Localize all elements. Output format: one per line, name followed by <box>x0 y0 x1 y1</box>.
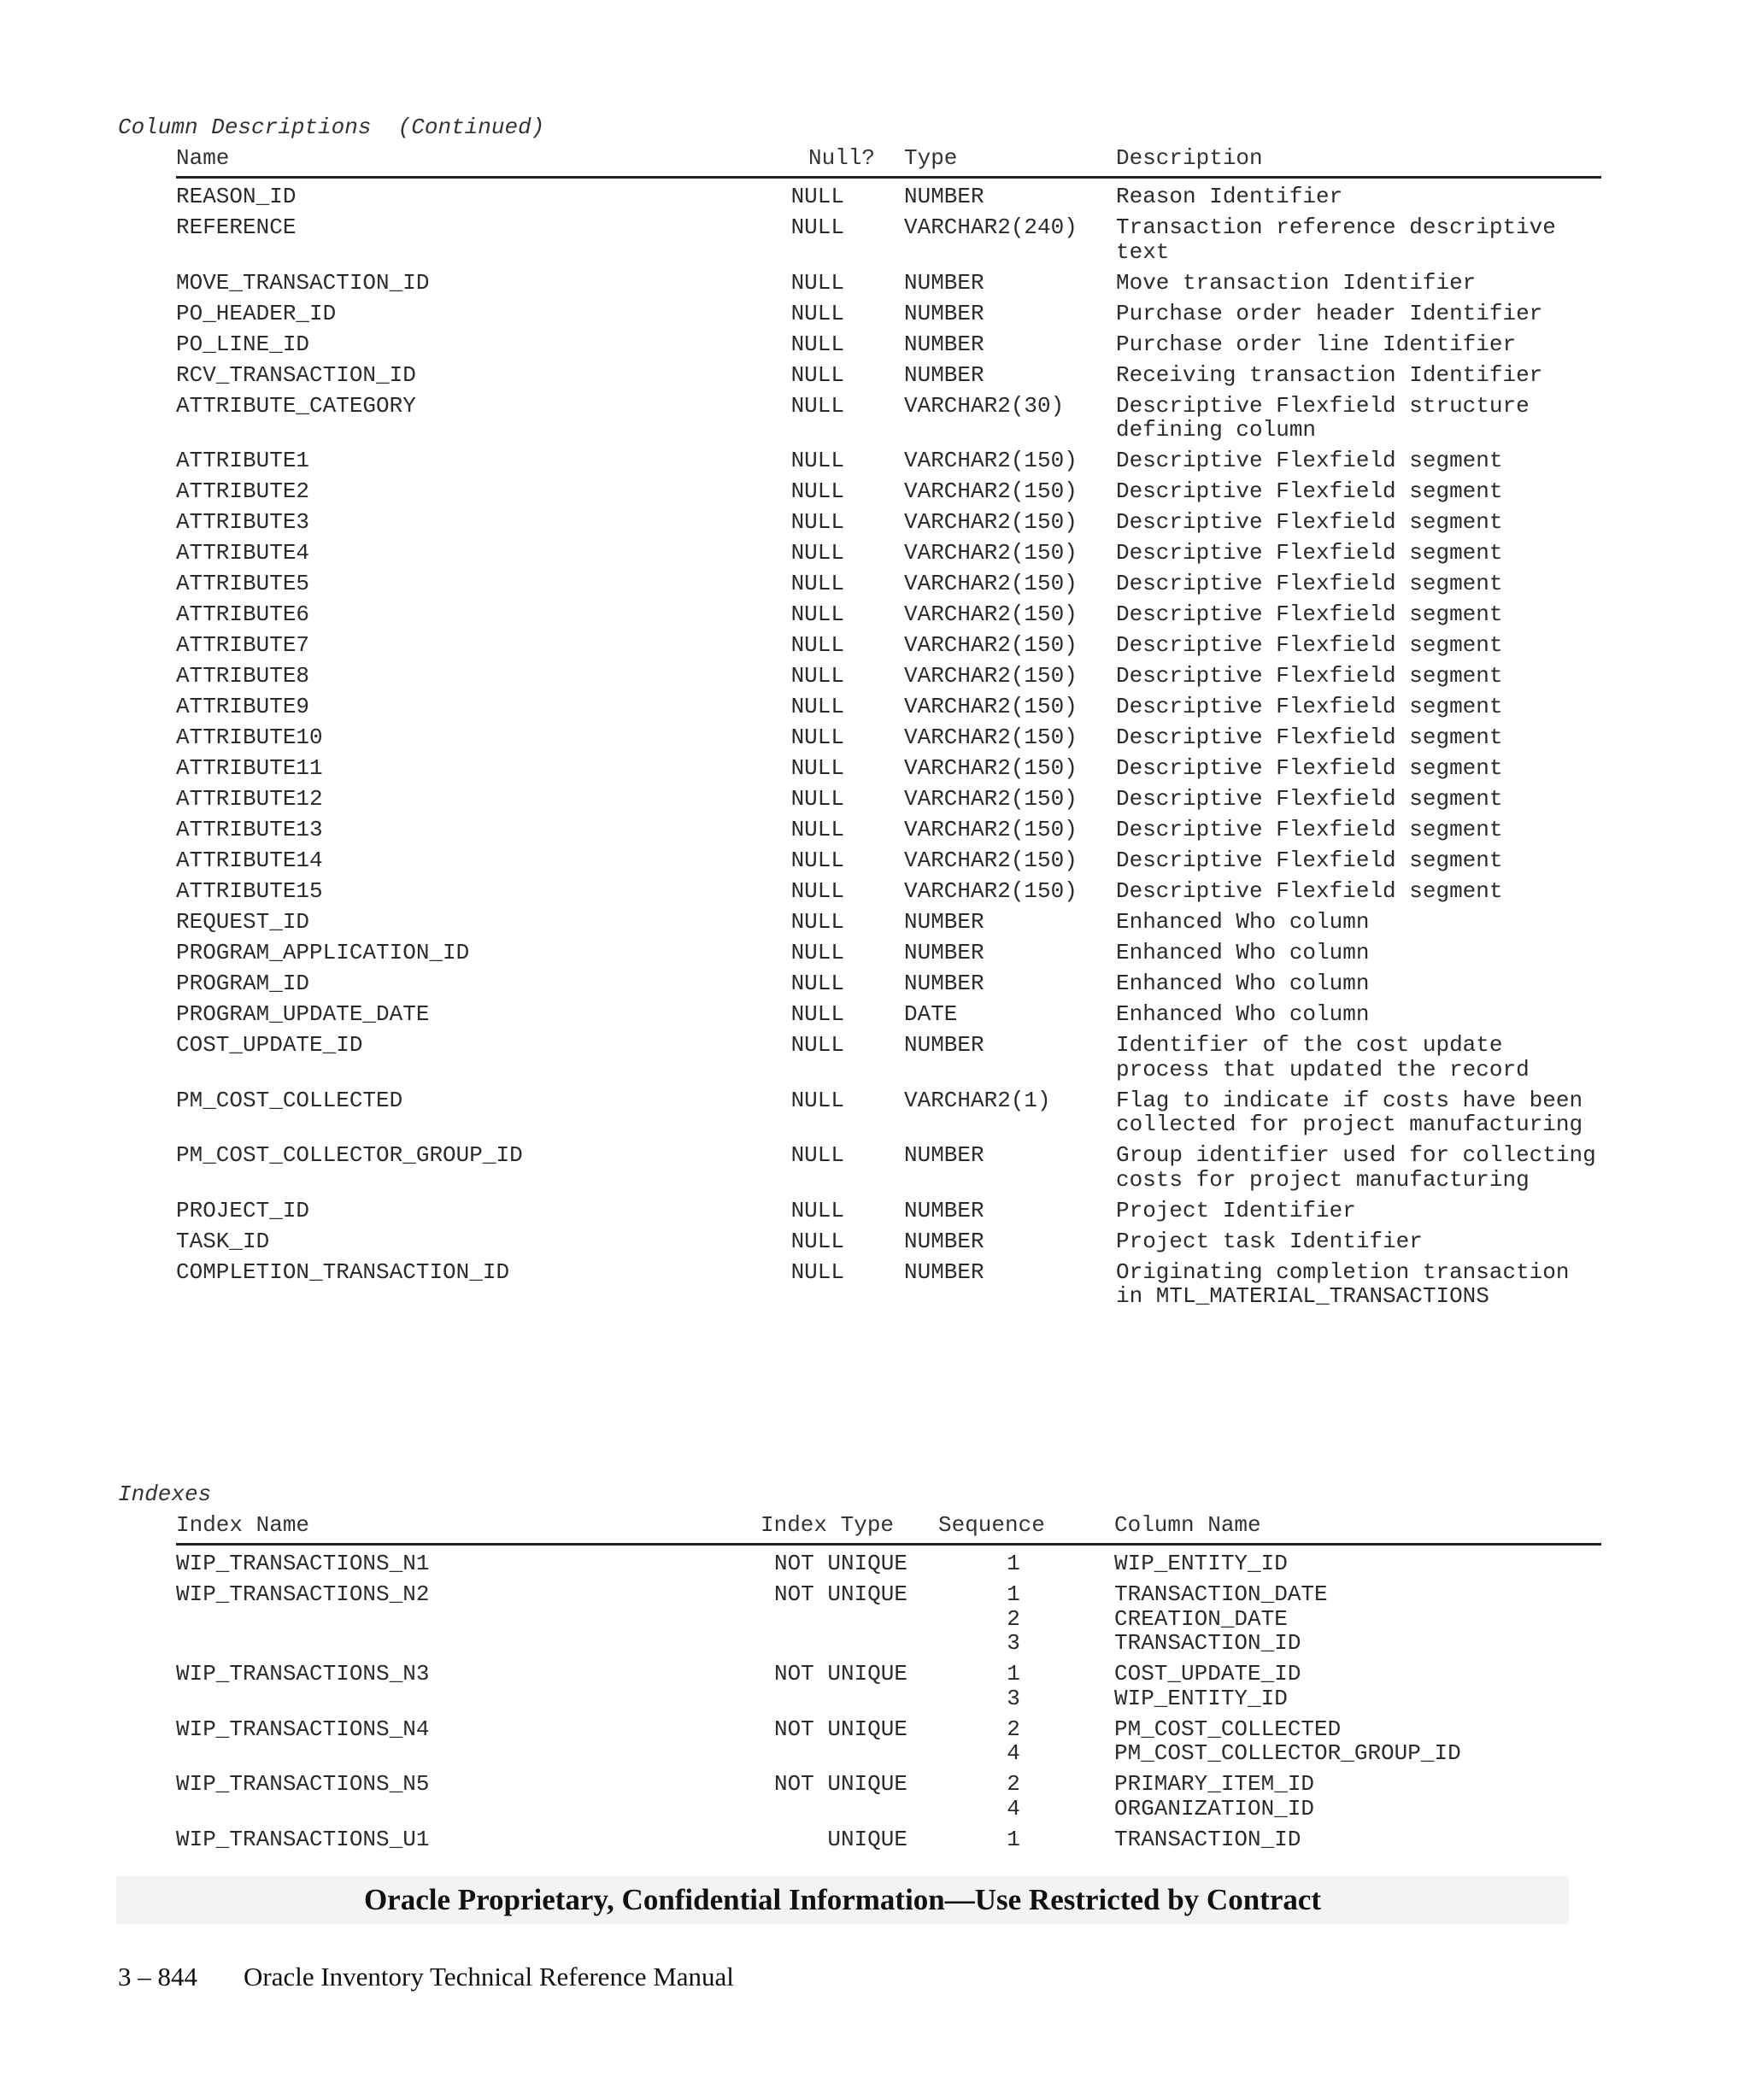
index-sequence-list <box>988 1662 1039 1710</box>
column-null: NULL <box>790 1001 844 1027</box>
column-description: Enhanced Who column <box>1116 909 1370 935</box>
table-row <box>176 363 1601 394</box>
table-row <box>176 1002 1601 1033</box>
index-sequence: 1 <box>1007 1581 1020 1607</box>
column-description: Enhanced Who column <box>1116 971 1370 996</box>
table-row <box>176 848 1601 879</box>
index-column-list <box>1114 1552 1601 1576</box>
index-column-list <box>1114 1827 1601 1852</box>
column-null: NULL <box>790 632 844 658</box>
table-row <box>176 787 1601 818</box>
column-null: NULL <box>790 331 844 357</box>
index-sequence: 4 <box>1007 1740 1020 1766</box>
column-type: NUMBER <box>904 361 984 388</box>
column-description: Descriptive Flexfield segment <box>1116 571 1503 596</box>
index-column-list <box>1114 1717 1601 1766</box>
column-name: PROJECT_ID <box>176 1197 310 1223</box>
table-row <box>176 756 1601 787</box>
column-description: Descriptive Flexfield segment <box>1116 786 1503 812</box>
column-null: NULL <box>790 214 844 240</box>
index-type: NOT UNIQUE <box>773 1771 907 1797</box>
confidential-banner <box>116 1876 1569 1924</box>
index-name: WIP_TRANSACTIONS_U1 <box>176 1826 430 1852</box>
column-description: Descriptive Flexfield segment <box>1116 848 1503 873</box>
index-sequence-list <box>988 1772 1039 1821</box>
column-type: VARCHAR2(150) <box>904 848 1078 873</box>
header-index-name: Index Name <box>176 1512 310 1538</box>
column-null: NULL <box>790 540 844 566</box>
column-type: VARCHAR2(150) <box>904 478 1078 504</box>
table-row <box>176 541 1601 572</box>
index-row <box>176 1772 1601 1827</box>
table-row <box>176 910 1601 941</box>
column-name: REASON_ID <box>176 184 297 209</box>
index-column-name: PRIMARY_ITEM_ID <box>1114 1771 1315 1797</box>
header-sequence: Sequence <box>938 1512 1045 1538</box>
column-null: NULL <box>790 1197 844 1223</box>
index-sequence: 1 <box>1007 1826 1020 1852</box>
column-null: NULL <box>790 786 844 812</box>
column-type: VARCHAR2(150) <box>904 878 1078 904</box>
index-row <box>176 1717 1601 1773</box>
column-null: NULL <box>790 971 844 996</box>
column-description: Descriptive Flexfield segment <box>1116 663 1503 689</box>
index-type: NOT UNIQUE <box>773 1581 907 1607</box>
column-name: REQUEST_ID <box>176 909 310 935</box>
index-sequence-list <box>988 1552 1039 1576</box>
column-name: MOVE_TRANSACTION_ID <box>176 269 430 296</box>
header-type: Type <box>904 145 958 171</box>
table-row <box>176 479 1601 510</box>
column-description: Descriptive Flexfield segment <box>1116 478 1503 504</box>
column-name: ATTRIBUTE2 <box>176 478 310 504</box>
column-null: NULL <box>790 184 844 209</box>
index-name: WIP_TRANSACTIONS_N5 <box>176 1771 430 1797</box>
index-column-name: CREATION_DATE <box>1114 1605 1288 1632</box>
column-name: ATTRIBUTE15 <box>176 878 323 904</box>
column-type: NUMBER <box>904 1197 984 1223</box>
column-name: ATTRIBUTE11 <box>176 755 323 781</box>
column-description: Project Identifier <box>1116 1197 1356 1223</box>
index-type: UNIQUE <box>827 1826 907 1852</box>
column-type: NUMBER <box>904 300 984 326</box>
column-null: NULL <box>790 817 844 842</box>
column-description: Descriptive Flexfield segment <box>1116 755 1503 781</box>
column-null: NULL <box>790 571 844 596</box>
index-sequence: 3 <box>1007 1685 1020 1711</box>
indexes-title: Indexes <box>118 1481 212 1507</box>
column-name: ATTRIBUTE12 <box>176 786 323 812</box>
index-column-name: WIP_ENTITY_ID <box>1114 1685 1288 1711</box>
index-name: WIP_TRANSACTIONS_N3 <box>176 1661 430 1686</box>
column-description: Identifier of the cost update process that updated the record <box>1116 1032 1530 1082</box>
index-column-list <box>1114 1772 1601 1821</box>
column-null: NULL <box>790 269 844 296</box>
index-column-name: WIP_ENTITY_ID <box>1114 1551 1288 1576</box>
header-index-type: Index Type <box>760 1512 895 1538</box>
table-row <box>176 695 1601 725</box>
table-row <box>176 510 1601 541</box>
column-description: Descriptive Flexfield segment <box>1116 540 1503 566</box>
index-column-name: PM_COST_COLLECTED <box>1114 1716 1342 1742</box>
table-row <box>176 971 1601 1002</box>
table-row <box>176 394 1601 449</box>
index-type: NOT UNIQUE <box>773 1551 907 1576</box>
column-name: ATTRIBUTE7 <box>176 632 310 658</box>
column-null: NULL <box>790 300 844 326</box>
index-sequence: 3 <box>1007 1630 1020 1656</box>
index-table-body <box>176 1552 1601 1858</box>
column-description: Reason Identifier <box>1116 184 1343 209</box>
column-null: NULL <box>790 909 844 935</box>
column-null: NULL <box>790 448 844 473</box>
index-column-name: ORGANIZATION_ID <box>1114 1795 1315 1821</box>
column-type: VARCHAR2(150) <box>904 448 1078 473</box>
table-row <box>176 271 1601 302</box>
column-description: Receiving transaction Identifier <box>1116 361 1543 388</box>
table-row <box>176 185 1601 215</box>
index-column-name: TRANSACTION_ID <box>1114 1826 1301 1852</box>
table-row <box>176 1033 1601 1088</box>
index-column-list <box>1114 1662 1601 1710</box>
column-null: NULL <box>790 848 844 873</box>
index-sequence-list <box>988 1582 1039 1656</box>
column-name: ATTRIBUTE9 <box>176 694 310 719</box>
index-name: WIP_TRANSACTIONS_N1 <box>176 1551 430 1576</box>
column-name: ATTRIBUTE6 <box>176 601 310 627</box>
index-type: NOT UNIQUE <box>773 1661 907 1686</box>
column-description: Purchase order header Identifier <box>1116 300 1543 326</box>
column-name: REFERENCE <box>176 214 297 240</box>
index-row <box>176 1552 1601 1582</box>
column-null: NULL <box>790 361 844 388</box>
column-null: NULL <box>790 1228 844 1254</box>
table-row <box>176 879 1601 910</box>
column-description: Flag to indicate if costs have been collected for project manufacturing <box>1116 1087 1583 1137</box>
table-row <box>176 818 1601 848</box>
column-null: NULL <box>790 1032 844 1058</box>
column-description: Project task Identifier <box>1116 1228 1423 1254</box>
table-row <box>176 1088 1601 1144</box>
column-description: Group identifier used for collecting costs for project manufacturing <box>1116 1142 1596 1193</box>
index-sequence-list <box>988 1717 1039 1766</box>
column-type: NUMBER <box>904 1142 984 1168</box>
column-description: Enhanced Who column <box>1116 940 1370 965</box>
column-null: NULL <box>790 1142 844 1168</box>
confidential-text: Oracle Proprietary, Confidential Information––Use Restricted by Contract <box>363 1883 1322 1916</box>
column-name: PROGRAM_ID <box>176 971 310 996</box>
column-null: NULL <box>790 724 844 750</box>
column-name: PM_COST_COLLECTED <box>176 1087 403 1113</box>
index-column-name: PM_COST_COLLECTOR_GROUP_ID <box>1114 1740 1461 1766</box>
column-type: VARCHAR2(150) <box>904 632 1078 658</box>
column-name: ATTRIBUTE5 <box>176 571 310 596</box>
column-type: NUMBER <box>904 269 984 296</box>
index-sequence: 2 <box>1007 1716 1020 1742</box>
column-name: TASK_ID <box>176 1228 270 1254</box>
column-null: NULL <box>790 1087 844 1113</box>
column-description: Transaction reference descriptive text <box>1116 214 1556 265</box>
column-name: PO_HEADER_ID <box>176 300 337 326</box>
column-null: NULL <box>790 601 844 627</box>
column-type: NUMBER <box>904 971 984 996</box>
column-type: VARCHAR2(150) <box>904 755 1078 781</box>
column-type: NUMBER <box>904 909 984 935</box>
table-row <box>176 215 1601 271</box>
index-column-list <box>1114 1582 1601 1656</box>
header-null: Null? <box>808 145 876 171</box>
table-row <box>176 602 1601 633</box>
column-type: VARCHAR2(1) <box>904 1087 1051 1113</box>
index-column-name: TRANSACTION_ID <box>1114 1630 1301 1656</box>
column-null: NULL <box>790 509 844 535</box>
index-sequence: 2 <box>1007 1771 1020 1797</box>
index-type: NOT UNIQUE <box>773 1716 907 1742</box>
header-description: Description <box>1116 145 1263 171</box>
column-description: Descriptive Flexfield segment <box>1116 632 1503 658</box>
column-type: VARCHAR2(30) <box>904 392 1065 419</box>
column-type: NUMBER <box>904 184 984 209</box>
column-type: VARCHAR2(240) <box>904 214 1078 240</box>
column-type: VARCHAR2(150) <box>904 571 1078 596</box>
column-type: NUMBER <box>904 1228 984 1254</box>
table-row <box>176 1199 1601 1229</box>
table-row <box>176 633 1601 664</box>
column-name: ATTRIBUTE_CATEGORY <box>176 392 416 419</box>
index-column-name: COST_UPDATE_ID <box>1114 1661 1301 1686</box>
table-row <box>176 664 1601 695</box>
column-name: PROGRAM_UPDATE_DATE <box>176 1001 430 1027</box>
column-description: Move transaction Identifier <box>1116 269 1477 296</box>
column-description: Descriptive Flexfield segment <box>1116 509 1503 535</box>
index-name: WIP_TRANSACTIONS_N2 <box>176 1581 430 1607</box>
index-table-header <box>176 1512 1601 1546</box>
column-type: NUMBER <box>904 940 984 965</box>
column-null: NULL <box>790 478 844 504</box>
index-sequence: 2 <box>1007 1605 1020 1632</box>
table-row <box>176 572 1601 602</box>
column-null: NULL <box>790 940 844 965</box>
column-type: VARCHAR2(150) <box>904 724 1078 750</box>
column-type: VARCHAR2(150) <box>904 509 1078 535</box>
column-type: NUMBER <box>904 331 984 357</box>
index-row <box>176 1582 1601 1662</box>
column-name: ATTRIBUTE4 <box>176 540 310 566</box>
column-name: COMPLETION_TRANSACTION_ID <box>176 1258 510 1285</box>
page-number: 3 – 844 <box>118 1962 197 1991</box>
column-name: PO_LINE_ID <box>176 331 310 357</box>
index-sequence: 4 <box>1007 1795 1020 1821</box>
column-null: NULL <box>790 878 844 904</box>
column-description: Descriptive Flexfield segment <box>1116 694 1503 719</box>
column-description: Descriptive Flexfield segment <box>1116 601 1503 627</box>
manual-title: Oracle Inventory Technical Reference Manual <box>244 1962 734 1991</box>
index-column-name: TRANSACTION_DATE <box>1114 1581 1328 1607</box>
column-name: ATTRIBUTE1 <box>176 448 310 473</box>
index-row <box>176 1662 1601 1717</box>
column-descriptions-title: Column Descriptions (Continued) <box>118 114 545 140</box>
table-row <box>176 1229 1601 1260</box>
column-null: NULL <box>790 694 844 719</box>
index-name: WIP_TRANSACTIONS_N4 <box>176 1716 430 1742</box>
table-row <box>176 1260 1601 1316</box>
column-name: RCV_TRANSACTION_ID <box>176 361 416 388</box>
column-null: NULL <box>790 663 844 689</box>
table-row <box>176 449 1601 479</box>
column-type: VARCHAR2(150) <box>904 694 1078 719</box>
column-description: Descriptive Flexfield structure defining column <box>1116 392 1530 443</box>
column-name: ATTRIBUTE8 <box>176 663 310 689</box>
column-name: ATTRIBUTE10 <box>176 724 323 750</box>
column-description: Descriptive Flexfield segment <box>1116 817 1503 842</box>
column-name: ATTRIBUTE14 <box>176 848 323 873</box>
index-row <box>176 1827 1601 1858</box>
column-name: ATTRIBUTE13 <box>176 817 323 842</box>
header-column-name: Column Name <box>1114 1512 1261 1538</box>
index-sequence-list <box>988 1827 1039 1852</box>
column-description: Descriptive Flexfield segment <box>1116 878 1503 904</box>
column-description: Enhanced Who column <box>1116 1001 1370 1027</box>
table-row <box>176 302 1601 332</box>
column-description: Descriptive Flexfield segment <box>1116 724 1503 750</box>
column-null: NULL <box>790 1258 844 1285</box>
table-row <box>176 332 1601 363</box>
column-type: VARCHAR2(150) <box>904 817 1078 842</box>
index-sequence: 1 <box>1007 1551 1020 1576</box>
column-type: VARCHAR2(150) <box>904 601 1078 627</box>
column-description: Descriptive Flexfield segment <box>1116 448 1503 473</box>
column-description: Originating completion transaction in MTL_MATERIAL_TRANSACTIONS <box>1116 1258 1570 1309</box>
column-name: ATTRIBUTE3 <box>176 509 310 535</box>
column-type: VARCHAR2(150) <box>904 540 1078 566</box>
column-description: Purchase order line Identifier <box>1116 331 1517 357</box>
column-null: NULL <box>790 392 844 419</box>
column-type: DATE <box>904 1001 958 1027</box>
column-type: VARCHAR2(150) <box>904 786 1078 812</box>
table-row <box>176 941 1601 971</box>
column-type: NUMBER <box>904 1032 984 1058</box>
column-null: NULL <box>790 755 844 781</box>
header-name: Name <box>176 145 230 171</box>
page-footer <box>118 1962 734 1992</box>
column-name: PROGRAM_APPLICATION_ID <box>176 940 470 965</box>
column-table-header <box>176 145 1601 179</box>
index-sequence: 1 <box>1007 1661 1020 1686</box>
column-type: NUMBER <box>904 1258 984 1285</box>
column-name: PM_COST_COLLECTOR_GROUP_ID <box>176 1142 523 1168</box>
table-row <box>176 725 1601 756</box>
column-name: COST_UPDATE_ID <box>176 1032 363 1058</box>
table-row <box>176 1143 1601 1199</box>
column-table-body <box>176 185 1601 1315</box>
column-type: VARCHAR2(150) <box>904 663 1078 689</box>
